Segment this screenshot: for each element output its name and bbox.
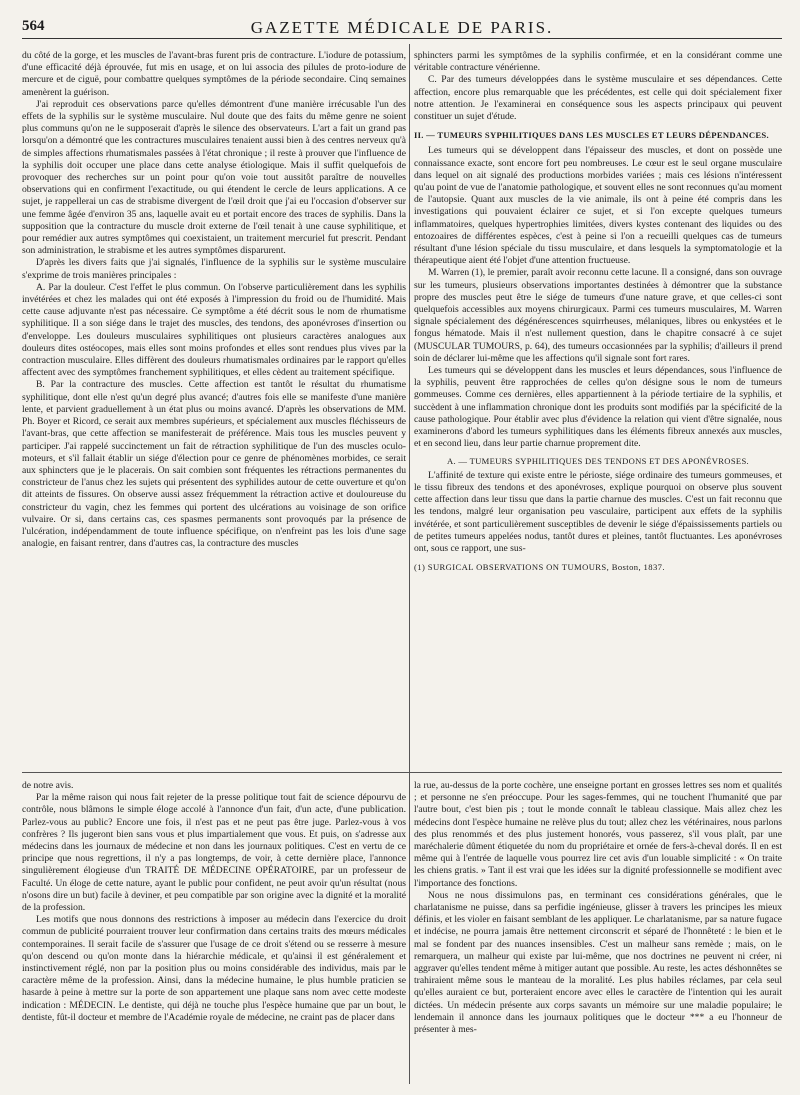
top-right-column <box>414 50 782 770</box>
paragraph: J'ai reproduit ces observations parce qu'elles démontrent d'une manière irrécusable l'un des effets de la syphilis sur le système musculaire. Nul doute que des faits du même genre ne soient plus communs qu'on ne le supposerait d'après le silence des observateurs. L'art a fait un grand pas lorsqu'on a démontré que les contractures musculaires tenaient aussi bien à des centres nerveux qu'à de simples affections rhumatismales passées à l'état chronique ; il reste à prouver que l'influence de la syphilis doit occuper une place dans cette analyse étiologique. Mais il suffit quelquefois de provoquer des recherches sur un point pour qu'on voie tout aussitôt paraître de nouvelles observations qui en confirment l'exactitude, ou qui étendent le cercle de leurs applications. A ce sujet, je rappellerai un cas de strabisme divergent de l'œil droit que j'ai eu l'occasion d'observer sur une femme âgée d'environ 35 ans, laquelle avait eu et portait encore des traces de syphilis. Dans la supposition que la contracture du muscle droit externe de l'œil tenait à une cause syphilitique, et pour remédier aux autres symptômes qui coexistaient, un traitement mercuriel fut prescrit. Pendant son administration, le strabisme et les autres symptômes disparurent. <box>22 98 406 257</box>
paragraph: Les tumeurs qui se développent dans l'épaisseur des muscles, et dont on possède une connaissance exacte, sont encore fort peu nombreuses. Le cœur est le seul organe musculaire dans lequel on ait signalé des productions morbides variées ; mais ces lésions n'intéressent qu'au point de vue de l'anatomie pathologique, et souvent elles ne sont reconnues qu'au moment de l'autopsie. Quant aux muscles de la vie animale, ils ont à peine été compris dans les investigations qui pouvaient éclairer ce sujet, et si l'on excepte quelques tumeurs inflammatoires, quelques hypertrophies limitées, divers kystes contenant des liquides ou des entozoaires de différentes espèces, c'est à peine si l'on a recueilli quelques cas de tumeurs résultant d'une lésion spéciale du tissu musculaire, et dans lesquels la symptomatologie et la thérapeutique aient été l'objet d'une attention fructueuse. <box>414 145 782 267</box>
paragraph: Les motifs que nous donnons des restrictions à imposer au médecin dans l'exercice du droit commun de publicité pourraient trouver leur confirmation dans certains traits des mœurs médicales contemporaines. Il serait facile de s'assurer que l'usage de ce droit s'étend ou se resserre à mesure qu'on descend ou qu'on monte dans la hiérarchie médicale, et qu'ainsi il est généralement et instinctivement réglé, non par la position plus ou moins considérable des individus, mais par le caractère même de la profession. Ainsi, dans la médecine humaine, le plus humble praticien se hasarde à peine à mettre sur la porte de son appartement une plaque sans nom avec cette modeste indication : MÉDECIN. Le dentiste, qui déjà ne touche plus l'espèce humaine que par un bout, le dentiste, fût-il docteur et membre de l'Académie royale de médecine, ne craint pas de placer dans <box>22 914 406 1023</box>
section-heading: II. — TUMEURS SYPHILITIQUES DANS LES MUSCLES ET LEURS DÉPENDANCES. <box>414 130 769 141</box>
top-left-column <box>22 50 406 770</box>
paragraph: la rue, au-dessus de la porte cochère, une enseigne portant en grosses lettres ses nom et qualités ; et personne ne s'en préoccupe. Pour les sages-femmes, qui ne touchent l'humanité que par l'autre bout, c'est bien pis ; tout le monde connaît le tableau classique. Mais allez chez les médecins dont l'espèce humaine ne relève plus du tout; allez chez les vétérinaires, nous parlons des plus renommés et des plus justement honorés, vous passerez, s'il vous plaît, par une maréchalerie dûment étiquetée du nom du propriétaire et ornée de fers-à-cheval dorés. Il en est même qui à l'entrée de laquelle vous pourrez lire cet avis d'un louable simplicité : « On traite les chiens gratis. » Tant il est vrai que les idées sur la dignité professionnelle se modifient avec l'importance des fonctions. <box>414 780 782 889</box>
column-rule <box>409 44 410 1084</box>
page-number: 564 <box>22 18 45 34</box>
paragraph: de notre avis. <box>22 780 74 791</box>
paragraph: M. Warren (1), le premier, paraît avoir reconnu cette lacune. Il a consigné, dans son ouvrage sur les tumeurs, plusieurs observations importantes destinées à démontrer que la substance propre des muscles peut être le siége de tumeurs d'une nature grave, et que celles-ci sont quelquefois accessibles aux moyens chirurgicaux. Parmi ces tumeurs musculaires, M. Warren signale spécialement des dégénérescences squirrheuses, mélaniques, libres ou enkystées et le fongus hématode. Mais il n'est nullement question, dans le chapitre consacré à ce sujet (MUSCULAR TUMOURS, p. 64), des tumeurs occasionnées par la syphilis; d'ailleurs il prend soin de déclarer lui-même que les affections qu'il signale sont fort rares. <box>414 267 782 364</box>
paragraph: B. Par la contracture des muscles. Cette affection est tantôt le résultat du rhumatisme syphilitique, dont elle n'est qu'un degré plus avancé; d'autres fois elle se manifeste d'une manière lente, et parvient graduellement à un état plus ou moins avancé. D'après les observations de MM. Ph. Boyer et Ricord, ce serait aux membres supérieurs, et spécialement aux muscles fléchisseurs de l'avant-bras, que cette affection se manifesterait de préférence. Mais tous les muscles peuvent y participer. J'ai rappelé succinctement un fait de rétraction syphilitique de l'un des muscles oculo-moteurs, et s'il fallait établir un siége d'élection pour ce genre de phénomènes morbides, ce serait aux sphincters que je le placerais. On sait combien sont fréquentes les rétractions permanentes du constricteur de l'anus chez les sujets qui présentent des syphilides autour de cette ouverture et qu'on dit atteints de fissures. On observe aussi assez fréquemment la rétraction active et douloureuse du constricteur du vagin, chez les femmes qui portent des ulcérations au voisinage de son orifice vulvaire. Or si, dans certains cas, ces spasmes permanents sont provoqués par la présence de l'ulcération, indépendamment de toute influence spécifique, on n'enfreint pas les lois d'une sage analogie, en faisant rentrer, dans d'autres cas, la contracture des muscles <box>22 379 406 550</box>
subsection-heading: A. — TUMEURS SYPHILITIQUES DES TENDONS ET DES APONÉVROSES. <box>447 455 749 466</box>
paragraph: D'après les divers faits que j'ai signalés, l'influence de la syphilis sur le système musculaire s'exprime de trois manières principales : <box>22 257 406 281</box>
paragraph: A. Par la douleur. C'est l'effet le plus commun. On l'observe particulièrement dans les syphilis invétérées et chez les malades qui ont été exposés à l'impression du froid ou de l'humidité. Mais cette cause adjuvante n'est pas nécessaire. Ce symptôme a été décrit sous le nom de rhumatisme syphilitique. Il a son siége dans le trajet des muscles, des tendons, des aponévroses d'insertion ou d'enveloppe. Les douleurs musculaires syphilitiques ont plusieurs caractères analogues aux douleurs dites ostéocopes, mais elles sont moins profondes et elles sont rendues plus vives par la contraction musculaire. Elles diffèrent des douleurs rhumatismales ordinaires par le rapport qu'elles affectent avec des symptômes franchement syphilitiques, et elles cèdent au traitement spécifique. <box>22 281 406 379</box>
paragraph: L'affinité de texture qui existe entre le périoste, siége ordinaire des tumeurs gommeuses, et le tissu fibreux des tendons et des aponévroses, explique pourquoi on observe plus souvent cette affection dans leur tissu que dans la partie charnue des muscles. C'est un fait reconnu que les tendons, malgré leur organisation peu vasculaire, participent aux effets de la syphilis invétérée, et sont particulièrement susceptibles de devenir le siége d'épaississements partiels ou de petites tumeurs appelées nodus, tantôt dures et pleines, tantôt fluctuantes. Les aponévroses ont, sous ce rapport, une sus- <box>414 469 782 554</box>
feuilleton-rule <box>22 772 782 773</box>
paragraph: Par la même raison qui nous fait rejeter de la presse politique tout fait de science dépourvu de contrôle, nous blâmons le simple éloge accolé à l'annonce d'un fait, d'un acte, d'une publication. Parlez-vous au public? Encore une fois, il n'est pas et ne peut pas être juge. Parlez-vous à vos confrères ? Ils jugeront bien sans vous et plus impartialement que vous. Et puis, on s'adresse aux médecins dans les journaux de médecine et non dans les journaux politiques. C'est en vertu de ce principe que nous regrettions, il n'y a pas longtemps, de voir, à cette dernière place, l'annonce singulièrement élogieuse d'un TRAITÉ DE MÉDECINE OPÉRATOIRE, par un professeur de Faculté. Un éloge de cette nature, ayant le public pour confident, ne peut avoir qu'un résultat (nous n'osons dire un but) facile à deviner, et peu compatible par son origine avec la dignité et la moralité de la profession. <box>22 792 406 914</box>
bottom-left-column <box>22 780 406 1085</box>
paragraph: Nous ne nous dissimulons pas, en terminant ces considérations générales, que le charlatanisme ne puisse, dans sa perfidie ingénieuse, glisser à travers les principes les mieux définis, et les violer en faisant semblant de les appliquer. Le charlatanisme, par sa nature fugace et indécise, ne pourra jamais être nettement circonscrit et séparé de l'honnêteté : le bien et le mal se fondent par des nuances insensibles. C'est un malheur sans remède ; mais, on le remarquera, un malheur qui existe par lui-même, que nos doctrines ne peuvent ni créer, ni aggraver qu'elles tendent même à mitiger autant que possible. Au reste, les actes déshonnêtes se trahiraient même sous le manteau de la moralité. Les plus habiles réclames, par cela seul qu'elles auraient ce but, porteraient encore avec elles le caractère de l'intention qui les aurait dictées. Un médecin présente aux corps savants un mémoire sur une maladie populaire; le lendemain il annonce dans les journaux politiques que le docteur *** a eu l'honneur de présenter à mes- <box>414 889 782 1036</box>
paragraph: sphincters parmi les symptômes de la syphilis confirmée, et en la considérant comme une véritable contracture vénérienne. <box>414 50 782 74</box>
running-title: GAZETTE MÉDICALE DE PARIS. <box>250 18 554 37</box>
paragraph: C. Par des tumeurs développées dans le système musculaire et ses dépendances. Cette affection, encore plus remarquable que les précédentes, est celle qui doit spécialement fixer notre attention. Je l'examinerai en conséquence sous les aspects principaux qui peuvent constituer un sujet d'étude. <box>414 74 782 123</box>
bottom-right-column <box>414 780 782 1085</box>
paragraph: du côté de la gorge, et les muscles de l'avant-bras furent pris de contracture. L'iodure de potassium, d'une efficacité déjà éprouvée, fut mis en usage, et on lui associa des pilules de proto-iodure de mercure et de ciguë, pour combattre quelques symptômes de la période secondaire. Cinq semaines amenèrent la guérison. <box>22 50 406 98</box>
paragraph: Les tumeurs qui se développent dans les muscles et leurs dépendances, sous l'influence de la syphilis, peuvent être rapprochées de celles qu'on désigne sous le nom de tumeurs gommeuses. Comme ces dernières, elles appartiennent à la période tertiaire de la syphilis, et succèdent à une inflammation chronique dont les produits sont modifiés par la spécificité de la cause pathologique. Pour établir avec plus d'évidence la relation qui vient d'être signalée, nous examinerons d'abord les tumeurs syphilitiques dans les éléments fibreux annexés aux muscles, et en second lieu, dans leur partie charnue proprement dite. <box>414 365 782 450</box>
footnote: (1) SURGICAL OBSERVATIONS ON TUMOURS, Boston, 1837. <box>414 562 665 573</box>
page-header <box>22 18 782 39</box>
